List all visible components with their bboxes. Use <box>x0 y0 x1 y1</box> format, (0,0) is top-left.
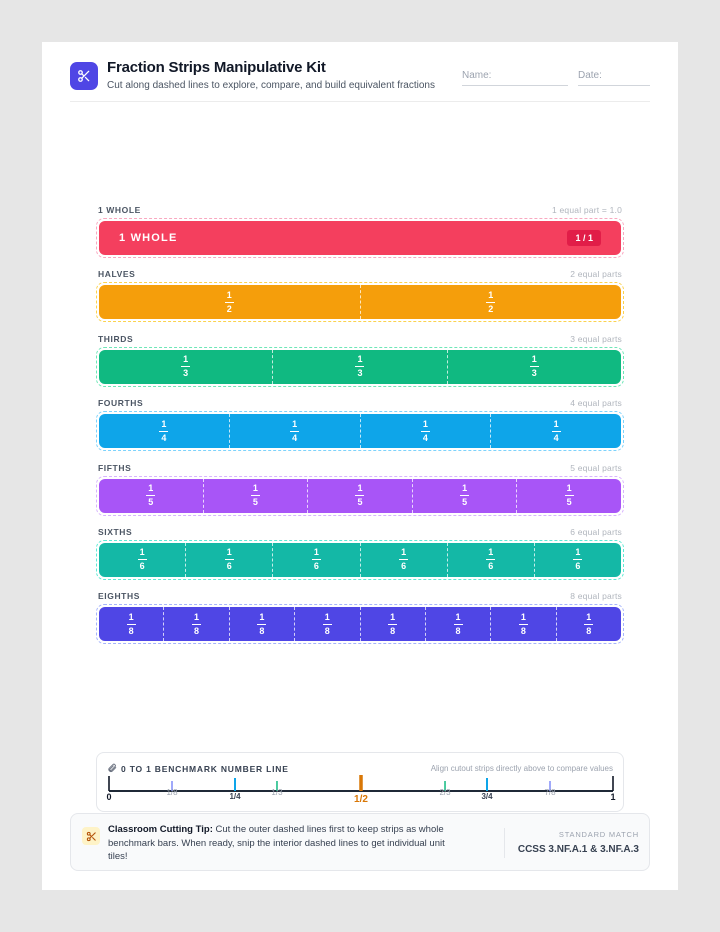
fraction-bar <box>399 559 408 560</box>
fraction-numerator: 1 <box>148 483 154 494</box>
fraction-numerator: 1 <box>488 289 494 300</box>
fraction-tile[interactable] <box>412 479 517 513</box>
fraction-bar <box>584 624 593 625</box>
tip-text <box>108 823 458 864</box>
fraction-numerator: 1 <box>357 354 363 365</box>
fraction-tile[interactable] <box>99 543 185 577</box>
tip-body: Cut the outer dashed lines first to keep strips as whole benchmark bars. When ready, snip the interior dashed lines to get individual unit tiles! <box>108 824 445 862</box>
strip-label: 1 WHOLE <box>98 205 141 215</box>
strip-header <box>98 591 622 603</box>
fraction-numerator: 1 <box>324 611 330 622</box>
fraction-tile[interactable] <box>99 285 360 319</box>
fraction-label <box>192 613 201 636</box>
fraction-bar <box>225 559 234 560</box>
fraction-denominator: 8 <box>520 625 526 636</box>
strip-label: THIRDS <box>98 333 134 344</box>
strip-info: 4 equal parts <box>570 398 622 409</box>
tick-label: 7/8 <box>544 788 556 797</box>
fraction-strips <box>96 205 624 656</box>
fraction-label <box>323 613 332 636</box>
strip-info: 5 equal parts <box>570 462 622 473</box>
strip-header <box>98 269 622 281</box>
fraction-label <box>486 548 495 571</box>
fraction-label <box>257 613 266 636</box>
strip-bar <box>99 543 621 577</box>
tick-label: 1 <box>610 792 616 802</box>
fraction-denominator: 4 <box>553 432 559 443</box>
fraction-bar <box>486 302 495 303</box>
fraction-bar <box>127 624 136 625</box>
tick-label: 3/4 <box>481 792 493 801</box>
worksheet-page <box>42 42 678 890</box>
strip-info: 2 equal parts <box>570 269 622 280</box>
fraction-numerator: 1 <box>401 547 407 558</box>
fraction-denominator: 8 <box>128 625 134 636</box>
fraction-tile[interactable] <box>307 479 412 513</box>
strip-header <box>98 205 622 217</box>
fraction-denominator: 6 <box>313 561 319 572</box>
fraction-label <box>127 613 136 636</box>
fraction-numerator: 1 <box>139 547 145 558</box>
fraction-bar <box>388 624 397 625</box>
fraction-tile[interactable] <box>534 543 621 577</box>
fraction-label <box>565 484 574 507</box>
fraction-tile[interactable] <box>360 607 425 641</box>
fraction-label <box>159 420 168 443</box>
tick-label: 2/3 <box>439 788 451 797</box>
fraction-tile[interactable] <box>272 350 446 384</box>
strip-label: FOURTHS <box>98 398 144 409</box>
fraction-bar <box>552 431 561 432</box>
fraction-numerator: 1 <box>566 483 572 494</box>
strip-eighths <box>96 591 624 655</box>
fraction-bar <box>355 495 364 496</box>
fraction-numerator: 1 <box>183 354 189 365</box>
fraction-tile[interactable] <box>294 607 359 641</box>
fraction-bar <box>565 495 574 496</box>
fraction-bar <box>290 431 299 432</box>
fraction-numerator: 1 <box>575 547 581 558</box>
strip-bar <box>99 221 621 255</box>
fraction-numerator: 1 <box>252 483 258 494</box>
date-label: Date: <box>578 70 602 81</box>
fraction-denominator: 2 <box>488 303 494 314</box>
fraction-numerator: 1 <box>422 418 428 429</box>
fraction-bar <box>454 624 463 625</box>
strip-label: EIGHTHS <box>98 591 140 602</box>
fraction-denominator: 8 <box>455 625 461 636</box>
benchmark-number-line <box>96 752 624 812</box>
tip-title: Classroom Cutting Tip: <box>108 824 213 835</box>
tick-label: 0 <box>106 792 112 802</box>
fraction-label <box>355 484 364 507</box>
strip-fifths <box>96 463 624 527</box>
fraction-denominator: 4 <box>292 432 298 443</box>
fraction-bar <box>460 495 469 496</box>
fraction-tile[interactable] <box>229 414 360 448</box>
name-field[interactable] <box>462 70 568 86</box>
strip-1-whole <box>96 205 624 269</box>
fraction-denominator: 4 <box>161 432 167 443</box>
tick-label: 1/2 <box>354 794 368 805</box>
whole-label: 1 WHOLE <box>119 232 178 244</box>
fraction-bar <box>486 559 495 560</box>
fraction-label <box>421 420 430 443</box>
fraction-label <box>399 548 408 571</box>
fraction-label <box>290 420 299 443</box>
fraction-tile[interactable] <box>229 607 294 641</box>
fraction-bar <box>181 366 190 367</box>
strip-halves <box>96 269 624 333</box>
fraction-tile[interactable] <box>360 285 622 319</box>
fraction-numerator: 1 <box>357 483 363 494</box>
fraction-bar <box>257 624 266 625</box>
fraction-label <box>355 355 364 378</box>
fraction-label <box>552 420 561 443</box>
fraction-tile[interactable] <box>185 543 272 577</box>
fraction-denominator: 5 <box>252 497 258 508</box>
cutting-tip-card <box>70 813 650 871</box>
tick-label: 1/4 <box>229 792 241 801</box>
fraction-bar <box>312 559 321 560</box>
strip-header <box>98 463 622 475</box>
fraction-tile[interactable] <box>272 543 359 577</box>
fraction-label <box>251 484 260 507</box>
fraction-label <box>530 355 539 378</box>
strip-cut-outline[interactable] <box>96 476 624 516</box>
fraction-bar <box>323 624 332 625</box>
fraction-denominator: 4 <box>422 432 428 443</box>
fraction-bar <box>159 431 168 432</box>
fraction-numerator: 1 <box>259 611 265 622</box>
fraction-tile[interactable] <box>490 414 621 448</box>
number-line-hint: Align cutout strips directly above to compare values <box>430 764 613 773</box>
fraction-denominator: 5 <box>148 497 154 508</box>
strip-info: 1 equal part = 1.0 <box>552 205 622 215</box>
fraction-numerator: 1 <box>226 547 232 558</box>
fraction-numerator: 1 <box>455 611 461 622</box>
fraction-numerator: 1 <box>531 354 537 365</box>
fraction-numerator: 1 <box>553 418 559 429</box>
page-subtitle: Cut along dashed lines to explore, compare, and build equivalent fractions <box>107 80 435 91</box>
fraction-bar <box>530 366 539 367</box>
strip-sixths <box>96 527 624 591</box>
fraction-numerator: 1 <box>161 418 167 429</box>
fraction-denominator: 6 <box>226 561 232 572</box>
scissors-icon <box>82 827 100 845</box>
scissors-icon <box>70 62 98 90</box>
fraction-denominator: 5 <box>462 497 468 508</box>
fraction-bar <box>251 495 260 496</box>
fraction-tile[interactable] <box>99 414 229 448</box>
fraction-bar <box>225 302 234 303</box>
strip-info: 3 equal parts <box>570 333 622 344</box>
fraction-tile[interactable] <box>163 607 228 641</box>
fraction-tile[interactable] <box>490 607 555 641</box>
fraction-numerator: 1 <box>520 611 526 622</box>
fraction-label <box>138 548 147 571</box>
fraction-tile[interactable] <box>447 350 621 384</box>
fraction-denominator: 6 <box>139 561 145 572</box>
fraction-label <box>573 548 582 571</box>
fraction-numerator: 1 <box>390 611 396 622</box>
fraction-denominator: 8 <box>390 625 396 636</box>
strip-label: SIXTHS <box>98 526 133 537</box>
fraction-bar <box>355 366 364 367</box>
fraction-tile[interactable] <box>99 607 163 641</box>
strip-fourths <box>96 398 624 462</box>
fraction-tile[interactable] <box>99 350 272 384</box>
fraction-numerator: 1 <box>313 547 319 558</box>
standard-label: STANDARD MATCH <box>558 830 639 839</box>
fraction-tile[interactable] <box>360 543 447 577</box>
fraction-denominator: 3 <box>357 368 363 379</box>
fraction-label <box>312 548 321 571</box>
strip-info: 8 equal parts <box>570 591 622 602</box>
fraction-denominator: 6 <box>575 561 581 572</box>
fraction-bar <box>421 431 430 432</box>
fraction-bar <box>519 624 528 625</box>
fraction-tile[interactable] <box>360 414 491 448</box>
strip-bar <box>99 607 621 641</box>
fraction-tile[interactable] <box>447 543 534 577</box>
fraction-denominator: 5 <box>566 497 572 508</box>
fraction-numerator: 1 <box>292 418 298 429</box>
fraction-label <box>454 613 463 636</box>
fraction-denominator: 2 <box>226 303 232 314</box>
strip-label: HALVES <box>98 269 136 280</box>
name-label: Name: <box>462 70 492 81</box>
fraction-numerator: 1 <box>128 611 134 622</box>
fraction-bar <box>146 495 155 496</box>
strip-header <box>98 527 622 539</box>
fraction-denominator: 8 <box>586 625 592 636</box>
fraction-numerator: 1 <box>194 611 200 622</box>
fraction-label <box>388 613 397 636</box>
fraction-denominator: 8 <box>194 625 200 636</box>
fraction-tile[interactable] <box>556 607 621 641</box>
fraction-denominator: 8 <box>259 625 265 636</box>
fraction-numerator: 1 <box>226 289 232 300</box>
strip-bar <box>99 414 621 448</box>
fraction-label <box>181 355 190 378</box>
fraction-denominator: 5 <box>357 497 363 508</box>
fraction-tile[interactable] <box>203 479 308 513</box>
number-line-axis <box>97 753 625 813</box>
fraction-numerator: 1 <box>462 483 468 494</box>
fraction-denominator: 6 <box>401 561 407 572</box>
strip-thirds <box>96 334 624 398</box>
fraction-label <box>225 291 234 314</box>
fraction-label <box>584 613 593 636</box>
strip-cut-outline[interactable] <box>96 411 624 451</box>
number-line-title-text: 0 TO 1 BENCHMARK NUMBER LINE <box>121 764 289 774</box>
header-divider <box>70 101 650 102</box>
date-field[interactable] <box>578 70 650 86</box>
fraction-denominator: 3 <box>531 368 537 379</box>
whole-badge: 1 / 1 <box>567 230 601 246</box>
fraction-label <box>146 484 155 507</box>
strip-bar <box>99 285 621 319</box>
worksheet-header <box>70 59 650 102</box>
tick-label: 1/8 <box>166 788 178 797</box>
fraction-label <box>460 484 469 507</box>
fraction-numerator: 1 <box>586 611 592 622</box>
strip-bar <box>99 350 621 384</box>
fraction-bar <box>192 624 201 625</box>
tip-divider <box>504 828 505 858</box>
strip-cut-outline[interactable] <box>96 282 624 322</box>
fraction-tile[interactable] <box>516 479 621 513</box>
fraction-label <box>519 613 528 636</box>
strip-cut-outline[interactable] <box>96 604 624 644</box>
tick-label: 1/3 <box>271 788 283 797</box>
fraction-denominator: 3 <box>183 368 189 379</box>
fraction-denominator: 8 <box>324 625 330 636</box>
standard-value: CCSS 3.NF.A.1 & 3.NF.A.3 <box>517 844 639 855</box>
strip-cut-outline[interactable] <box>96 218 624 258</box>
strip-info: 6 equal parts <box>570 526 622 537</box>
strip-header <box>98 334 622 346</box>
fraction-bar <box>138 559 147 560</box>
strip-cut-outline[interactable] <box>96 347 624 387</box>
fraction-numerator: 1 <box>488 547 494 558</box>
page-title: Fraction Strips Manipulative Kit <box>107 59 326 76</box>
fraction-label <box>225 548 234 571</box>
strip-bar <box>99 479 621 513</box>
fraction-denominator: 6 <box>488 561 494 572</box>
fraction-bar <box>573 559 582 560</box>
fraction-tile[interactable] <box>425 607 490 641</box>
strip-header <box>98 398 622 410</box>
strip-label: FIFTHS <box>98 462 132 473</box>
fraction-tile[interactable] <box>99 479 203 513</box>
fraction-label <box>486 291 495 314</box>
strip-cut-outline[interactable] <box>96 540 624 580</box>
